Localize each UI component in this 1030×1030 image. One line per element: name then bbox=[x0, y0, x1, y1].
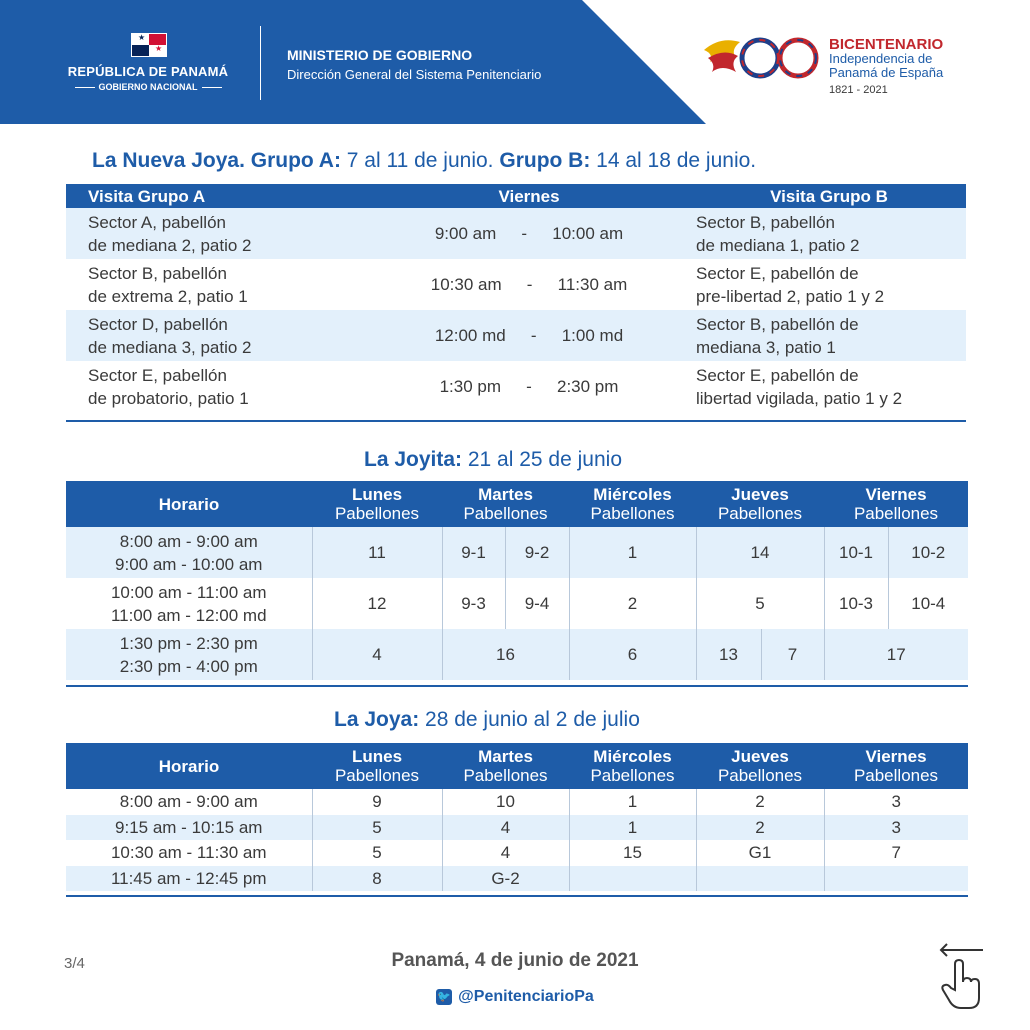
nueva-joya-table bbox=[66, 184, 966, 412]
footer-date: Panamá, 4 de junio de 2021 bbox=[391, 950, 639, 971]
time-range bbox=[366, 310, 692, 361]
ministry-title: MINISTERIO DE GOBIERNO bbox=[287, 47, 473, 63]
grupo-b-place: Sector E, pabellón de pre-libertad 2, patio 1 y 2 bbox=[696, 263, 885, 306]
table-row bbox=[66, 361, 966, 412]
header bbox=[0, 0, 1030, 124]
section1-title-text1: 7 al 11 de junio. bbox=[340, 149, 500, 172]
miercoles-cell: 1 bbox=[569, 789, 696, 815]
table-row bbox=[66, 840, 968, 866]
day-name: Viernes bbox=[865, 747, 927, 766]
viernes-cell: 3 bbox=[824, 815, 968, 841]
day-sub: Pabellones bbox=[853, 766, 939, 785]
time-range bbox=[366, 361, 692, 412]
table-row bbox=[66, 310, 966, 361]
lunes-cell: 8 bbox=[312, 866, 442, 892]
horario-cell: 11:45 am - 12:45 pm bbox=[66, 866, 312, 892]
header-jueves bbox=[696, 481, 824, 527]
time-sep: - bbox=[530, 326, 537, 345]
time-end: 10:00 am bbox=[552, 224, 624, 243]
martes-cell: 9-4 bbox=[505, 578, 569, 629]
time-end: 1:00 md bbox=[561, 326, 624, 345]
panama-flag-icon: ★ ★ bbox=[131, 33, 167, 57]
table-row bbox=[66, 789, 968, 815]
page-indicator: 3/4 bbox=[64, 955, 85, 972]
grupo-b-place: Sector E, pabellón de libertad vigilada, patio 1 y 2 bbox=[696, 365, 903, 408]
header-visita-grupo-a: Visita Grupo A bbox=[66, 184, 366, 208]
day-name: Martes bbox=[478, 747, 533, 766]
header-jueves bbox=[696, 743, 824, 789]
header-horario: Horario bbox=[66, 481, 312, 527]
horario-cell: 8:00 am - 9:00 am 9:00 am - 10:00 am bbox=[66, 527, 312, 578]
table-row bbox=[66, 815, 968, 841]
martes-cell: 4 bbox=[442, 840, 569, 866]
horario-cell: 10:30 am - 11:30 am bbox=[110, 843, 267, 863]
time-range bbox=[366, 259, 692, 310]
jueves-cell: 13 bbox=[696, 629, 761, 680]
horario-cell: 9:15 am - 10:15 am bbox=[66, 815, 312, 841]
time-range bbox=[366, 208, 692, 259]
jueves-cell: 7 bbox=[761, 629, 824, 680]
grupo-a-place: Sector D, pabellón de mediana 3, patio 2 bbox=[66, 310, 366, 361]
day-name: Miércoles bbox=[593, 485, 672, 504]
grupo-a-place: Sector E, pabellón de probatorio, patio 1 bbox=[88, 365, 249, 408]
table-row bbox=[66, 578, 968, 629]
header-divider bbox=[260, 26, 261, 100]
lunes-cell: 11 bbox=[312, 527, 442, 578]
header-visita-grupo-b: Visita Grupo B bbox=[692, 184, 966, 208]
header-lunes bbox=[312, 481, 442, 527]
viernes-cell: 7 bbox=[824, 840, 968, 866]
jueves-cell: G1 bbox=[696, 840, 824, 866]
time-end: 2:30 pm bbox=[557, 377, 619, 396]
day-sub: Pabellones bbox=[853, 504, 939, 523]
viernes-cell: 10-2 bbox=[888, 527, 968, 578]
time-sep: - bbox=[526, 377, 532, 396]
time-start: 1:30 pm bbox=[439, 377, 501, 396]
twitter-icon: 🐦 bbox=[437, 990, 452, 1003]
time-sep: - bbox=[521, 224, 528, 243]
day-name: Jueves bbox=[731, 485, 789, 504]
horario-cell: 8:00 am - 9:00 am bbox=[119, 792, 258, 812]
table-row bbox=[66, 866, 968, 892]
day-sub: Pabellones bbox=[590, 766, 675, 785]
martes-cell: 10 bbox=[442, 789, 569, 815]
martes-cell: G-2 bbox=[442, 866, 569, 892]
time-sep: - bbox=[526, 275, 533, 294]
viernes-cell bbox=[824, 866, 968, 892]
section2-title-bold: La Joyita: bbox=[364, 448, 463, 471]
table-row bbox=[66, 208, 966, 259]
viernes-cell: 10-3 bbox=[824, 578, 888, 629]
ministry-subtitle: Dirección General del Sistema Penitenciario bbox=[287, 67, 542, 82]
section2-title-text: 21 al 25 de junio bbox=[462, 448, 622, 471]
lunes-cell: 5 bbox=[312, 815, 442, 841]
bicentenario-years: 1821 - 2021 bbox=[829, 84, 888, 96]
lunes-cell: 5 bbox=[312, 840, 442, 866]
table-row bbox=[66, 629, 968, 680]
martes-cell: 16 bbox=[442, 629, 569, 680]
miercoles-cell: 6 bbox=[569, 629, 696, 680]
section1-underline bbox=[66, 420, 966, 422]
viernes-cell: 10-1 bbox=[824, 527, 888, 578]
horario-cell: 10:00 am - 11:00 am 11:00 am - 12:00 md bbox=[110, 582, 267, 625]
martes-cell: 9-3 bbox=[442, 578, 505, 629]
la-joya-table bbox=[66, 743, 968, 891]
viernes-cell: 17 bbox=[824, 629, 968, 680]
day-sub: Pabellones bbox=[334, 504, 420, 523]
grupo-b-place: Sector B, pabellón de mediana 3, patio 1 bbox=[692, 310, 966, 361]
section1-title-bold2: Grupo B: bbox=[499, 149, 591, 172]
day-sub: Pabellones bbox=[463, 766, 548, 785]
section1-title-bold1: La Nueva Joya. Grupo A: bbox=[92, 149, 341, 172]
section2-underline bbox=[66, 685, 968, 687]
header-miercoles bbox=[569, 743, 696, 789]
martes-cell: 9-1 bbox=[442, 527, 505, 578]
section2-title bbox=[364, 448, 622, 472]
jueves-cell: 2 bbox=[696, 815, 824, 841]
time-start: 12:00 md bbox=[434, 326, 506, 345]
header-martes bbox=[442, 481, 569, 527]
miercoles-cell: 15 bbox=[569, 840, 696, 866]
horario-cell: 1:30 pm - 2:30 pm 2:30 pm - 4:00 pm bbox=[66, 629, 312, 680]
republic-subtitle bbox=[58, 82, 238, 92]
header-miercoles bbox=[569, 481, 696, 527]
day-name: Miércoles bbox=[593, 747, 672, 766]
header-viernes: Viernes bbox=[366, 184, 692, 208]
martes-cell: 4 bbox=[442, 815, 569, 841]
bicentenario-title: BICENTENARIO bbox=[829, 36, 944, 53]
header-martes bbox=[442, 743, 569, 789]
section1-title bbox=[92, 149, 756, 173]
miercoles-cell: 2 bbox=[569, 578, 696, 629]
day-sub: Pabellones bbox=[717, 766, 803, 785]
lunes-cell: 9 bbox=[312, 789, 442, 815]
day-name: Lunes bbox=[351, 747, 403, 766]
section3-title-text: 28 de junio al 2 de julio bbox=[419, 708, 640, 731]
miercoles-cell: 1 bbox=[569, 527, 696, 578]
viernes-cell: 3 bbox=[824, 789, 968, 815]
bicentenario-logo-icon bbox=[700, 28, 825, 90]
grupo-a-place: Sector B, pabellón de extrema 2, patio 1 bbox=[88, 263, 248, 306]
header-viernes bbox=[824, 481, 968, 527]
twitter-handle[interactable] bbox=[0, 988, 1030, 1006]
grupo-b-place: Sector B, pabellón de mediana 1, patio 2 bbox=[692, 208, 966, 259]
jueves-cell: 5 bbox=[696, 578, 824, 629]
section3-title bbox=[334, 708, 640, 732]
day-sub: Pabellones bbox=[463, 504, 548, 523]
lunes-cell: 12 bbox=[312, 578, 442, 629]
table-row bbox=[66, 527, 968, 578]
day-name: Viernes bbox=[865, 485, 927, 504]
day-name: Martes bbox=[478, 485, 533, 504]
martes-cell: 9-2 bbox=[505, 527, 569, 578]
header-horario: Horario bbox=[66, 743, 312, 789]
day-name: Jueves bbox=[731, 747, 789, 766]
day-sub: Pabellones bbox=[717, 504, 803, 523]
section3-underline bbox=[66, 895, 968, 897]
jueves-cell bbox=[696, 866, 824, 892]
jueves-cell: 2 bbox=[696, 789, 824, 815]
day-sub: Pabellones bbox=[590, 504, 675, 523]
republic-subtitle-text: GOBIERNO NACIONAL bbox=[98, 82, 198, 92]
time-end: 11:30 am bbox=[557, 275, 628, 294]
day-sub: Pabellones bbox=[334, 766, 420, 785]
bicentenario-line2: Panamá de España bbox=[829, 65, 944, 80]
grupo-a-place: Sector A, pabellón de mediana 2, patio 2 bbox=[66, 208, 366, 259]
lunes-cell: 4 bbox=[312, 629, 442, 680]
twitter-handle-text: @PenitenciarioPa bbox=[458, 988, 594, 1005]
table-row bbox=[66, 259, 966, 310]
miercoles-cell bbox=[569, 866, 696, 892]
bicentenario-line1: Independencia de bbox=[829, 51, 933, 66]
swipe-hand-icon[interactable] bbox=[935, 942, 987, 1012]
day-name: Lunes bbox=[351, 485, 403, 504]
header-lunes bbox=[312, 743, 442, 789]
time-start: 10:30 am bbox=[430, 275, 502, 294]
viernes-cell: 10-4 bbox=[888, 578, 968, 629]
la-joyita-table bbox=[66, 481, 968, 680]
republic-title: REPÚBLICA DE PANAMÁ bbox=[67, 64, 229, 79]
header-viernes bbox=[824, 743, 968, 789]
section1-title-text2: 14 al 18 de junio. bbox=[590, 149, 757, 172]
jueves-cell: 14 bbox=[696, 527, 824, 578]
miercoles-cell: 1 bbox=[569, 815, 696, 841]
section3-title-bold: La Joya: bbox=[334, 708, 420, 731]
time-start: 9:00 am bbox=[434, 224, 497, 243]
